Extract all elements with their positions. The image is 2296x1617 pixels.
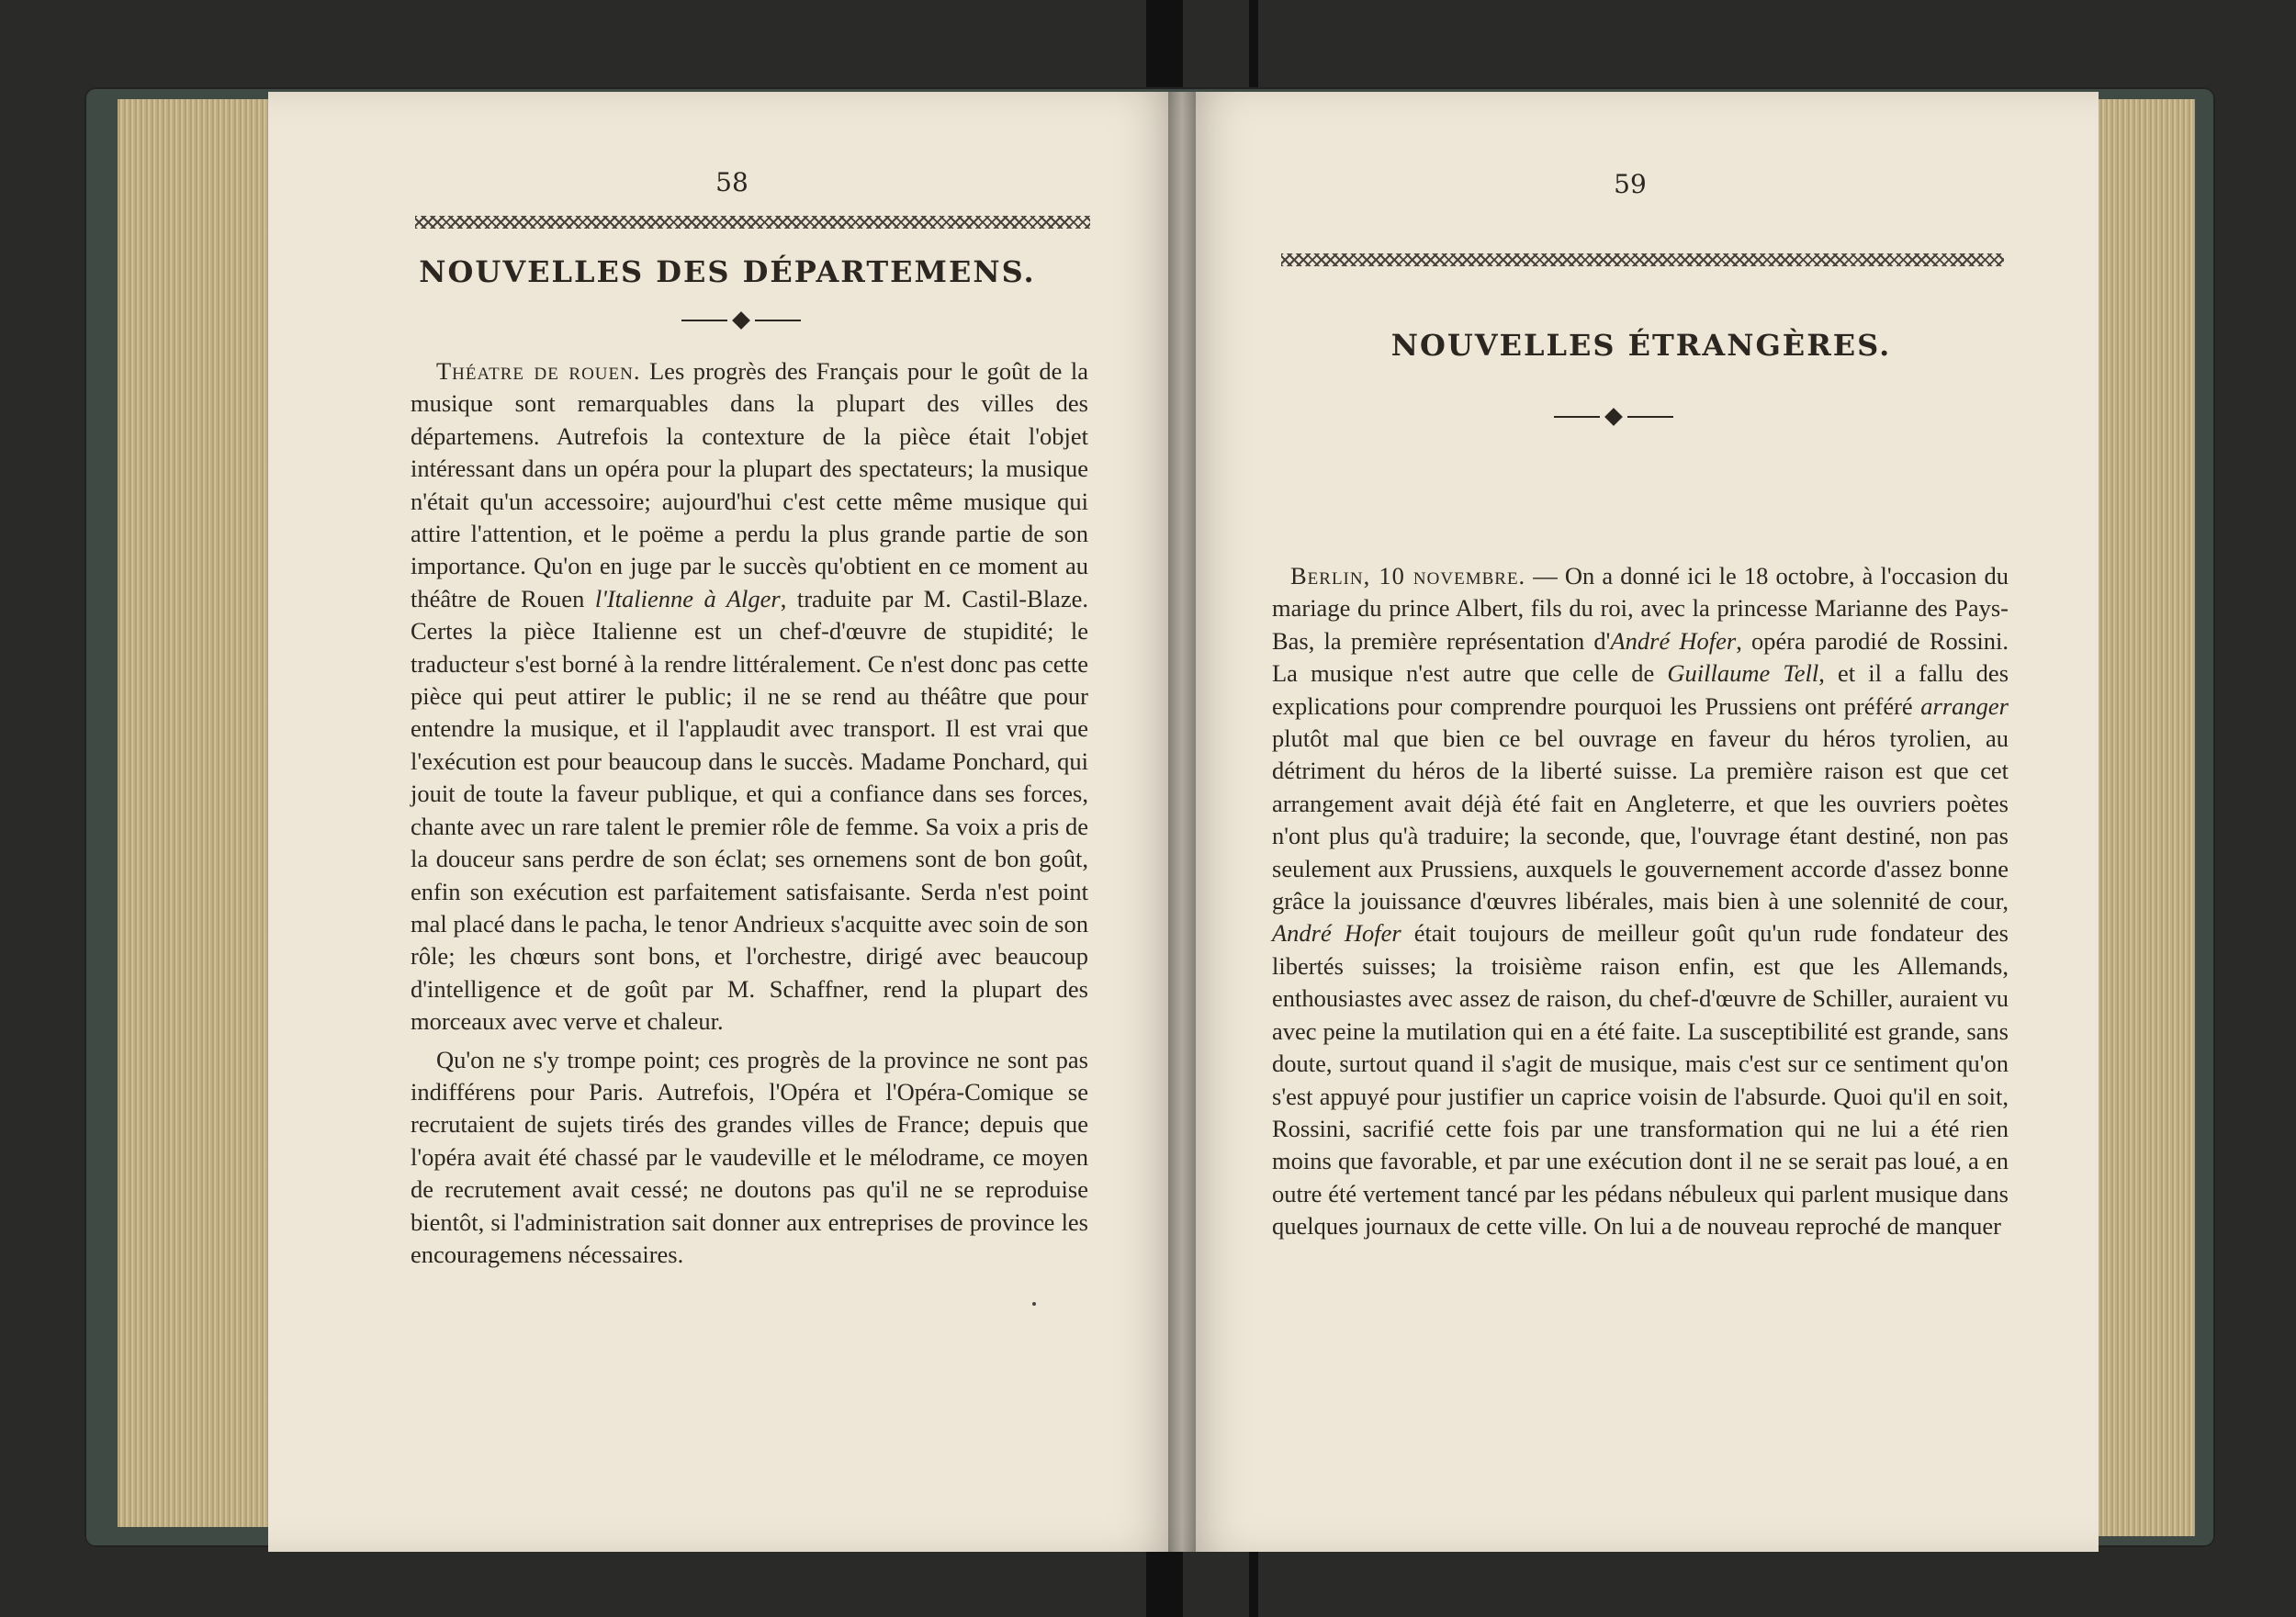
work-title: l'Italienne à Alger [594, 584, 781, 612]
article-lead: Théatre de rouen. [436, 357, 641, 385]
article-text [411, 355, 1088, 1271]
page-block-left [118, 99, 272, 1527]
paragraph [1272, 560, 2009, 1243]
page-number: 59 [1614, 169, 1647, 199]
wavy-rule [1281, 253, 2004, 266]
book-gutter [1168, 92, 1196, 1552]
text-run: Les progrès des Français pour le goût de la musique sont remarquables dans la plupart des villes des départemens. Autrefois la contexture de la pièce était l'objet intéressant dans un opéra pour la plupart des spectateurs; la musique n'était qu'un accessoire; aujourd'hui c'est cette même musique qui attire l'attention, et le poëme a perdu la plus grande partie de son importance. Qu'on en juge par le succès qu'obtient en ce moment au théâtre de Rouen [411, 357, 1088, 612]
paragraph: Qu'on ne s'y trompe point; ces progrès de la province ne sont pas indifférens pour Paris. Autrefois, l'Opéra et l'Opéra-Comique se recrutaient de sujets tirés des grandes villes de France; depuis que l'opéra avait été chassé par le vaudeville et le mélodrame, ce moyen de recrutement avait cessé; ne doutons pas qu'il ne se reproduise bientôt, si l'administration sait donner aux entreprises de province les encouragemens nécessaires. [411, 1045, 1088, 1268]
article-lead: Berlin, 10 novembre. [1290, 562, 1526, 590]
speck [1032, 1302, 1036, 1306]
wavy-rule [415, 216, 1090, 229]
work-title: André Hofer [1610, 626, 1737, 655]
left-page [268, 92, 1182, 1552]
section-heading: NOUVELLES ÉTRANGÈRES. [1390, 328, 1892, 363]
work-title: André Hofer [1272, 919, 1401, 948]
paragraph [411, 355, 1088, 1039]
page-number: 58 [715, 167, 748, 197]
work-title: Guillaume Tell [1667, 659, 1819, 688]
text-run: était toujours de meilleur goût qu'un rude fondateur des libertés suisses; la troisième raison enfin, est que les Allemands, enthousiastes avec assez de raison, du chef-d'œuvre de Schiller, auraient vu avec peine la mutilation qui en a été faite. La susceptibilité est grande, sans doute, surtout quand il s'agit de musique, mais c'est sur ce sentiment qu'on s'est appuyé pour justifier un caprice voisin de l'absurde. Quoi qu'il en soit, Rossini, sacrifié cette fois par une transformation qui ne lui a été rien moins que favorable, et par une exécution dont il ne se serait pas loué, a en outre été vertement tancé par les pédans nébuleux qui parlent musique dans quelques journaux de cette ville. On lui a de nouveau reproché de manquer [1272, 919, 2009, 1241]
text-run: , opéra parodié de Rossini. La musique n'est autre que celle de [1272, 626, 2009, 688]
emphasis: arranger [1920, 691, 2009, 720]
right-page [1182, 92, 2099, 1552]
ornament-divider [681, 312, 801, 329]
text-run: plutôt mal que bien ce bel ouvrage en faveur du héros tyrolien, au détriment du héros de la liberté suisse. La première raison est que cet arrangement avait déjà été fait en Angleterre, et que les ouvriers poètes n'ont plus qu'à traduire; la seconde, que, l'ouvrage étant destiné, non pas seulement aux Prussiens, auxquels le gouvernement accorde d'assez bonne grâce la jouissance d'œuvres libérales, mais bien à une solennité de cour, [1272, 724, 2009, 915]
page-block-right [2083, 99, 2195, 1536]
article-text [1272, 560, 2009, 1243]
section-heading: NOUVELLES DES DÉPARTEMENS. [419, 254, 1036, 289]
ornament-divider [1554, 409, 1673, 425]
text-run: — On a donné ici le 18 octobre, à l'occasion du mariage du prince Albert, fils du roi, avec la princesse Marianne des Pays-Bas, la première représentation d' [1272, 562, 2009, 655]
text-run: , traduite par M. Castil-Blaze. Certes la pièce Italienne est un chef-d'œuvre de stupidité; le traducteur s'est borné à la rendre littéralement. Ce n'est donc pas cette pièce qui peut attirer le public; il ne se rend au théâtre que pour entendre la musique, et il l'applaudit avec transport. Il est vrai que l'exécution est pour beaucoup dans le succès. Madame Ponchard, qui jouit de toute la faveur publique, et qui a confiance dans ses forces, chante avec un rare talent le premier rôle de femme. Sa voix a pris de la douceur sans perdre de son éclat; ses ornemens sont de bon goût, enfin son exécution est parfaitement satisfaisante. Serda n'est point mal placé dans le pacha, le tenor Andrieux s'acquitte avec soin de son rôle; les chœurs sont bons, et l'orchestre, dirigé avec beaucoup d'intelligence et de goût par M. Schaffner, rend la plupart des morceaux avec verve et chaleur. [411, 584, 1088, 1036]
text-run: , et il a fallu des explications pour comprendre pourquoi les Prussiens ont préféré [1272, 659, 2009, 720]
